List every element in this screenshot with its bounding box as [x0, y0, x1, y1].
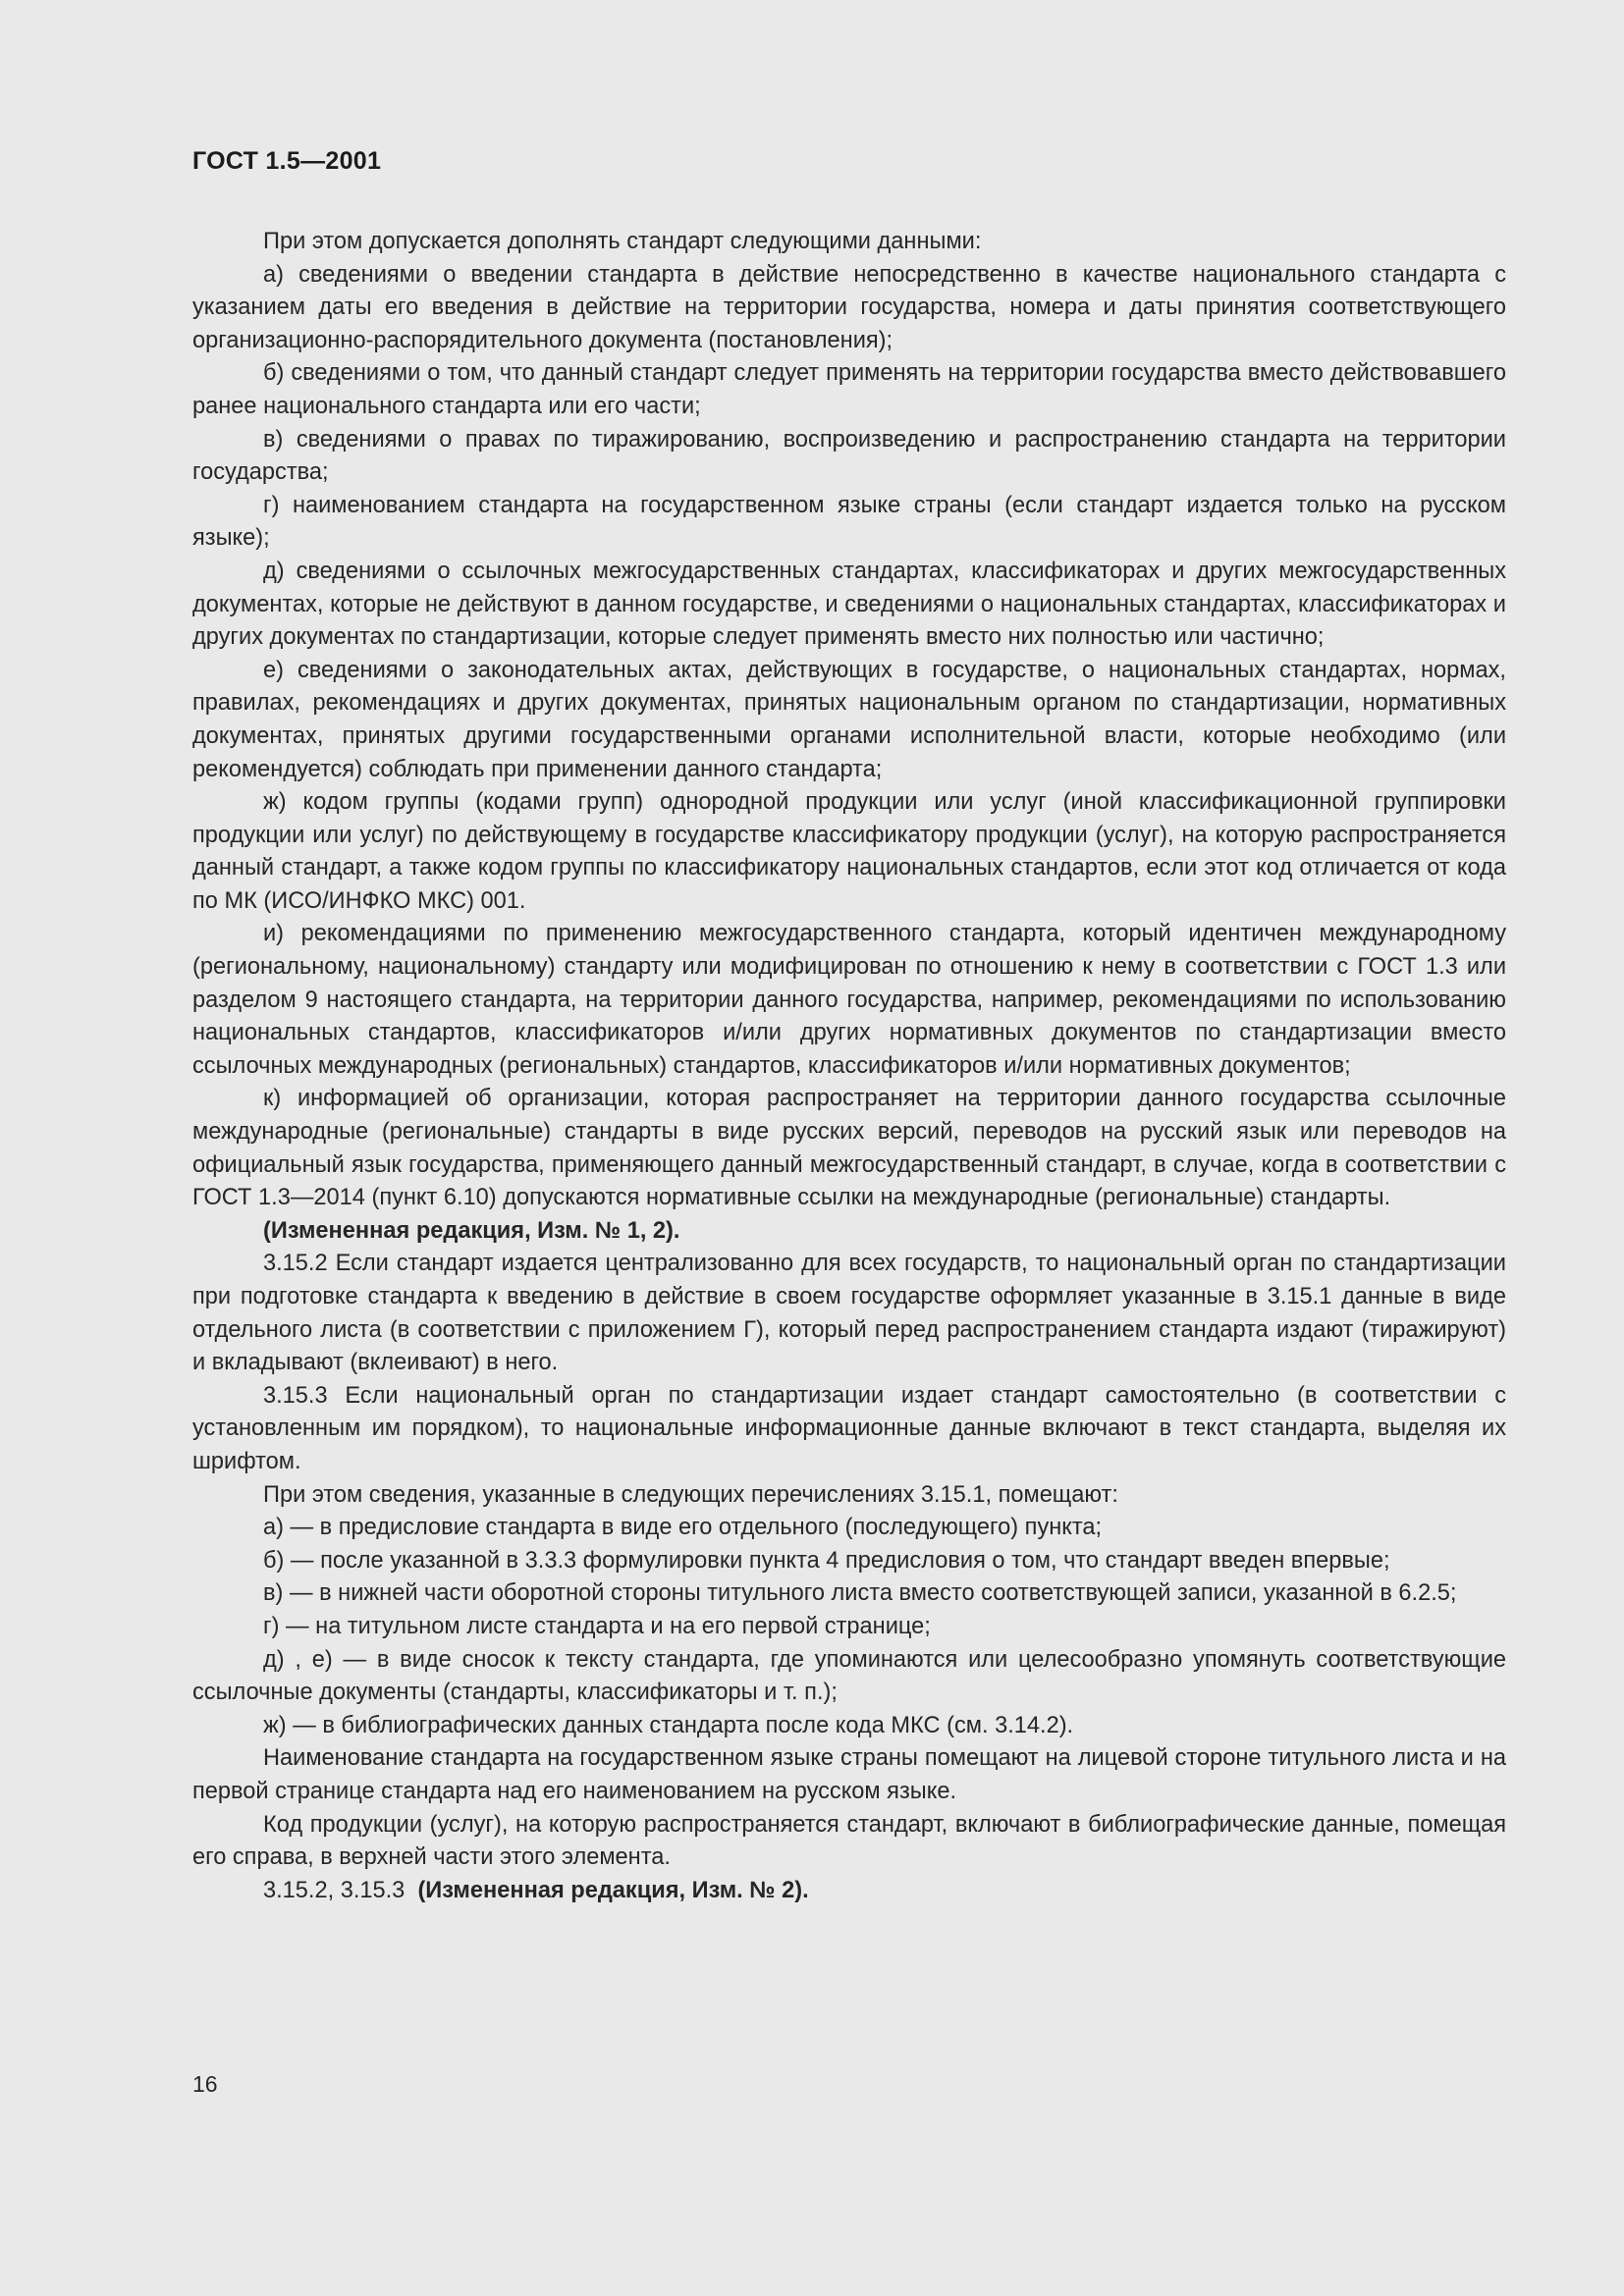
placement-item-g: г) — на титульном листе стандарта и на его первой странице;: [263, 1613, 931, 1639]
paragraph: Код продукции (услуг), на которую распространяется стандарт, включают в библиографические данные, помещая его справа, в верхней части этого элемента.: [192, 1811, 1506, 1871]
paragraph: Наименование стандарта на государственном языке страны помещают на лицевой стороне титульного листа и на первой странице стандарта над его наименованием на русском языке.: [192, 1745, 1506, 1804]
list-item-zh: ж) кодом группы (кодами групп) однородной продукции или услуг (иной классификационной группировки продукции или услуг) по действующему в государстве классификатору продукции (услуг), на которую распространяется данный стандарт, а также кодом группы по классификатору национальных стандартов, если этот код отличается от кода по МК (ИСО/ИНФКО МКС) 001.: [192, 789, 1506, 914]
document-code-header: ГОСТ 1.5—2001: [192, 147, 382, 175]
placement-item-zh: ж) — в библиографических данных стандарта после кода МКС (см. 3.14.2).: [263, 1712, 1074, 1738]
page-number: 16: [192, 2071, 218, 2097]
clause-3-15-3: 3.15.3 Если национальный орган по стандартизации издает стандарт самостоятельно (в соответствии с установленным им порядком), то национальные информационные данные включают в текст стандарта, выделяя их шрифтом.: [192, 1382, 1506, 1474]
paragraph: При этом допускается дополнять стандарт следующими данными:: [263, 229, 982, 254]
final-amendment-prefix: 3.15.2, 3.15.3: [263, 1877, 406, 1903]
paragraph: При этом сведения, указанные в следующих перечислениях 3.15.1, помещают:: [263, 1481, 1118, 1508]
list-item-i: и) рекомендациями по применению межгосударственного стандарта, который идентичен международному (региональному, национальному) стандарту или модифицирован по отношению к нему в соответствии с ГОСТ 1.3 или разделом 9 настоящего стандарта, на территории данного государства, например, рекомендациями по использованию национальных стандартов, классификаторов и/или других нормативных документов по стандартизации вместо ссылочных международных (региональных) стандартов, классификаторов и/или нормативных документов;: [192, 921, 1506, 1079]
list-item-v: в) сведениями о правах по тиражированию, воспроизведению и распространению стандарта на территории государства;: [192, 426, 1506, 486]
body-text: [192, 226, 1506, 1907]
list-item-b: б) сведениями о том, что данный стандарт следует применять на территории государства вместо действовавшего ранее национального стандарта или его части;: [192, 360, 1506, 419]
placement-item-b: б) — после указанной в 3.3.3 формулировки пункта 4 предисловия о том, что стандарт введен впервые;: [263, 1547, 1390, 1574]
clause-3-15-2: 3.15.2 Если стандарт издается централизованно для всех государств, то национальный орган по стандартизации при подготовке стандарта к введению в действие в своем государстве оформляет указанные в 3.15.1 данные в виде отдельного листа (в соответствии с приложением Г), который перед распространением стандарта издают (тиражируют) и вкладывают (вклеивают) в него.: [192, 1251, 1506, 1376]
list-item-e: е) сведениями о законодательных актах, действующих в государстве, о национальных стандартах, нормах, правилах, рекомендациях и других документах, принятых национальным органом по стандартизации, нормативных документах, принятых другими государственными органами исполнительной власти, которые необходимо (или рекомендуется) соблюдать при применении данного стандарта;: [192, 657, 1506, 782]
final-amendment-note: (Измененная редакция, Изм. № 2).: [417, 1877, 809, 1903]
list-item-d: д) сведениями о ссылочных межгосударственных стандартах, классификаторах и других межгосударственных документах, которые не действуют в данном государстве, и сведениями о национальных стандартах, классификаторах и других документах по стандартизации, которые следует применять вместо них полностью или частично;: [192, 558, 1506, 651]
final-amendment-line: [192, 1875, 1506, 1908]
placement-item-d-e: д) , е) — в виде сносок к тексту стандарта, где упоминаются или целесообразно упомянуть соответствующие ссылочные документы (стандарты, классификаторы и т. п.);: [192, 1646, 1506, 1706]
list-item-a: а) сведениями о введении стандарта в действие непосредственно в качестве национального стандарта с указанием даты его введения в действие на территории государства, номера и даты принятия соответствующего организационно-распорядительного документа (постановления);: [192, 261, 1506, 353]
placement-item-v: в) — в нижней части оборотной стороны титульного листа вместо соответствующей записи, указанной в 6.2.5;: [263, 1580, 1457, 1607]
list-item-g: г) наименованием стандарта на государственном языке страны (если стандарт издается только на русском языке);: [192, 492, 1506, 552]
list-item-k: к) информацией об организации, которая распространяет на территории данного государства ссылочные международные (региональные) стандарты в виде русских версий, переводов на русский язык или переводов на официальный язык государства, применяющего данный межгосударственный стандарт, в случае, когда в соответствии с ГОСТ 1.3—2014 (пункт 6.10) допускаются нормативные ссылки на международные (региональные) стандарты.: [192, 1086, 1506, 1211]
amendment-note: (Измененная редакция, Изм. № 1, 2).: [263, 1217, 680, 1244]
placement-item-a: а) — в предисловие стандарта в виде его отдельного (последующего) пункта;: [263, 1515, 1103, 1541]
